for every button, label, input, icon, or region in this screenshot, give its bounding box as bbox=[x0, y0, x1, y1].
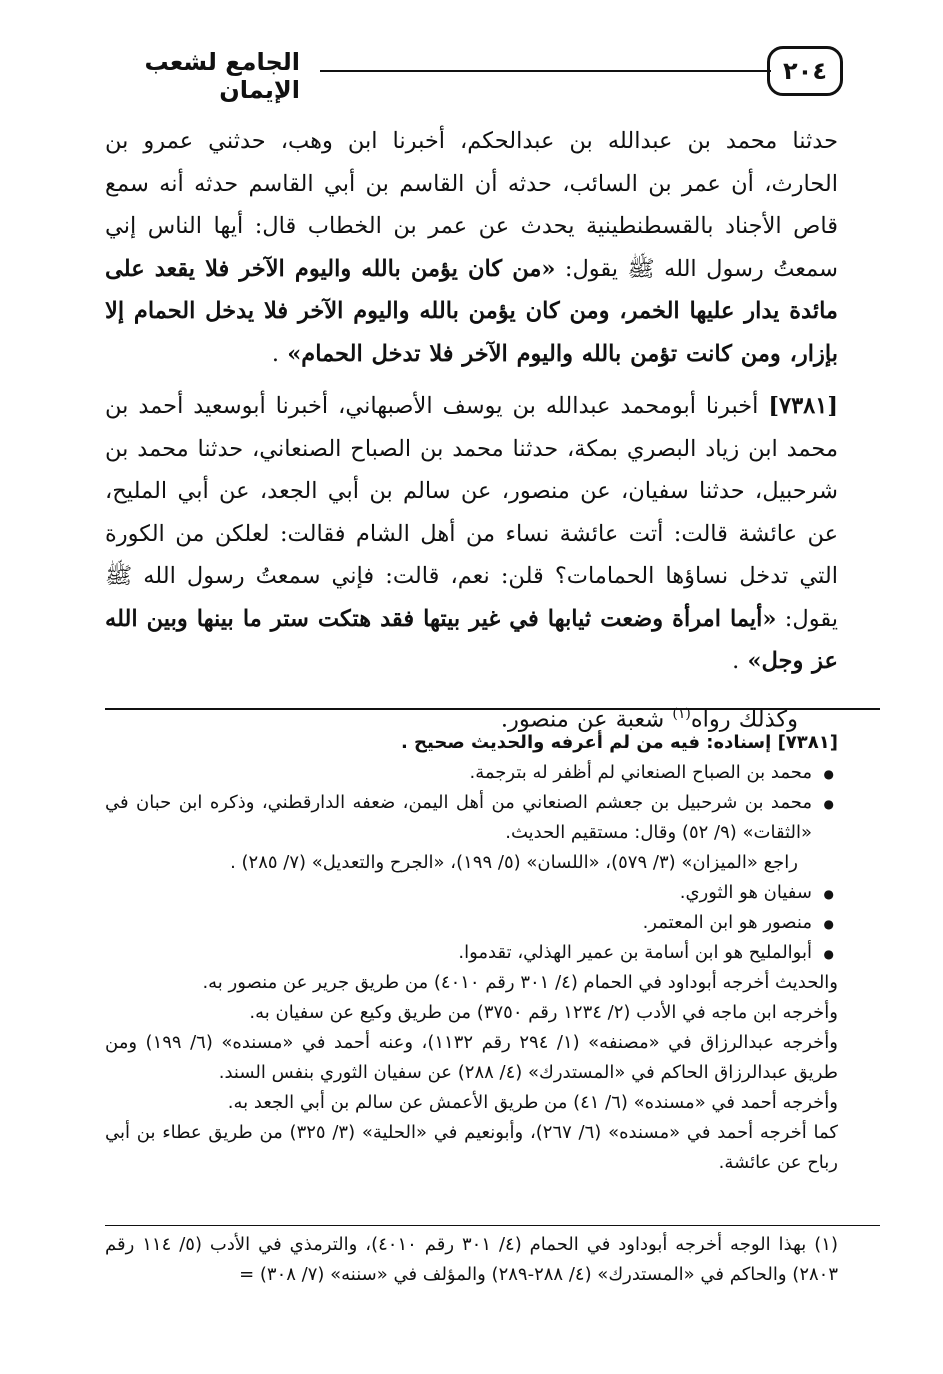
page-header bbox=[100, 38, 843, 108]
isnad-text: أخبرنا أبومحمد عبدالله بن يوسف الأصبهاني، أخبرنا أبوسعيد أحمد بن محمد ابن زياد البصري بمكة، حدثنا محمد بن الصباح الصنعاني، حدثنا محمد بن شرحبيل، حدثنا سفيان، عن منصور، عن سالم بن أبي الجعد، عن أبي المليح، عن عائشة قالت: أتت عائشة نساء من أهل الشام فقالت: لعلكن من الكورة التي تدخل نساؤها الحمامات؟ قلن: نعم، قالت: فإني سمعتُ رسول الله ﷺ يقول: bbox=[105, 393, 838, 632]
narrator-note: ● محمد بن الصباح الصنعاني لم أظفر له بترجمة. bbox=[105, 758, 812, 788]
paragraph-end: . bbox=[732, 648, 748, 674]
narration-text-end: شعبة عن منصور. bbox=[500, 706, 673, 732]
commentary-notes bbox=[105, 728, 838, 1178]
reference-note: راجع «الميزان» (٣/ ٥٧٩)، «اللسان» (٥/ ١٩٩)، «الجرح والتعديل» (٧/ ٢٨٥) . bbox=[230, 852, 798, 873]
hadith-text: «من كان يؤمن بالله واليوم الآخر فلا يقعد على مائدة يدار عليها الخمر، ومن كان يؤمن بالله واليوم الآخر فلا يدخل الحمام إلا بإزار، ومن كانت تؤمن بالله واليوم الآخر فلا تدخل الحمام» bbox=[105, 255, 838, 367]
footnote-divider bbox=[105, 1225, 880, 1226]
narrator-note: ● محمد بن شرحبيل بن جعشم الصنعاني من أهل اليمن، ضعفه الدارقطني، وذكره ابن حبان في «الثقات» (٩/ ٥٢) وقال: مستقيم الحديث. bbox=[105, 788, 812, 848]
takhrij-note: كما أخرجه أحمد في «مسنده» (٦/ ٢٦٧)، وأبونعيم في «الحلية» (٣/ ٣٢٥) من طريق عطاء بن أبي رباح عن عائشة. bbox=[105, 1122, 838, 1173]
narrator-note: ● منصور هو ابن المعتمر. bbox=[105, 908, 812, 938]
footnote-1: (١) بهذا الوجه أخرجه أبوداود في الحمام (٤/ ٣٠١ رقم ٤٠١٠)، والترمذي في الأدب (٥/ ١١٤ رقم ٢٨٠٣) والحاكم في «المستدرك» (٤/ ٢٨٨-٢٨٩) والمؤلف في «سننه» (٧/ ٣٠٨) = bbox=[105, 1234, 838, 1285]
page-number: ٢٠٤ bbox=[767, 46, 843, 96]
paragraph-2 bbox=[105, 385, 838, 683]
main-text bbox=[105, 120, 838, 741]
narrator-note: ● أبوالمليح هو ابن أسامة بن عمير الهذلي، تقدموا. bbox=[105, 938, 812, 968]
footnote-ref: (١) bbox=[672, 705, 691, 722]
hadith-number: [٧٣٨١] bbox=[768, 393, 838, 419]
notes-heading bbox=[105, 728, 838, 758]
footnotes bbox=[105, 1230, 838, 1290]
paragraph-end: . bbox=[271, 340, 288, 367]
notes-verdict: فيه من لم أعرفه والحديث صحيح . bbox=[400, 732, 700, 753]
takhrij-note: وأخرجه ابن ماجه في الأدب (٢/ ١٢٣٤ رقم ٣٧٥٠) من طريق وكيع عن سفيان به. bbox=[249, 1002, 838, 1023]
takhrij-note: والحديث أخرجه أبوداود في الحمام (٤/ ٣٠١ رقم ٤٠١٠) من طريق جرير عن منصور به. bbox=[202, 972, 838, 993]
hadith-text: «أيما امرأة وضعت ثيابها في غير بيتها فقد هتكت ستر ما بينها وبين الله عز وجل» bbox=[105, 605, 838, 674]
notes-label: إسناده: bbox=[700, 732, 778, 753]
notes-divider bbox=[105, 708, 880, 710]
takhrij-note: وأخرجه عبدالرزاق في «مصنفه» (١/ ٢٩٤ رقم ١١٣٢)، وعنه أحمد في «مسنده» (٦/ ١٩٩) ومن طريق عبدالرزاق الحاكم في «المستدرك» (٤/ ٢٨٨) عن سفيان الثوري بنفس السند. bbox=[105, 1032, 838, 1083]
paragraph-1 bbox=[105, 120, 838, 375]
narration-text: وكذلك رواه bbox=[690, 706, 798, 732]
narrator-note: ● سفيان هو الثوري. bbox=[105, 878, 812, 908]
takhrij-note: وأخرجه أحمد في «مسنده» (٦/ ٤١) من طريق الأعمش عن سالم بن أبي الجعد به. bbox=[227, 1092, 838, 1113]
book-title: الجامع لشعب الإيمان bbox=[144, 48, 300, 104]
header-divider bbox=[320, 70, 771, 72]
isnad-text: حدثنا محمد بن عبدالله بن عبدالحكم، أخبرنا ابن وهب، حدثني عمرو بن الحارث، أن عمر بن السائب، حدثه أن القاسم بن أبي القاسم حدثه أنه سمع قاص الأجناد بالقسطنطينية يحدث عن عمر بن الخطاب قال: أيها الناس إني سمعتُ رسول الله ﷺ يقول: bbox=[105, 128, 839, 282]
notes-hadith-number: [٧٣٨١] bbox=[777, 732, 838, 753]
